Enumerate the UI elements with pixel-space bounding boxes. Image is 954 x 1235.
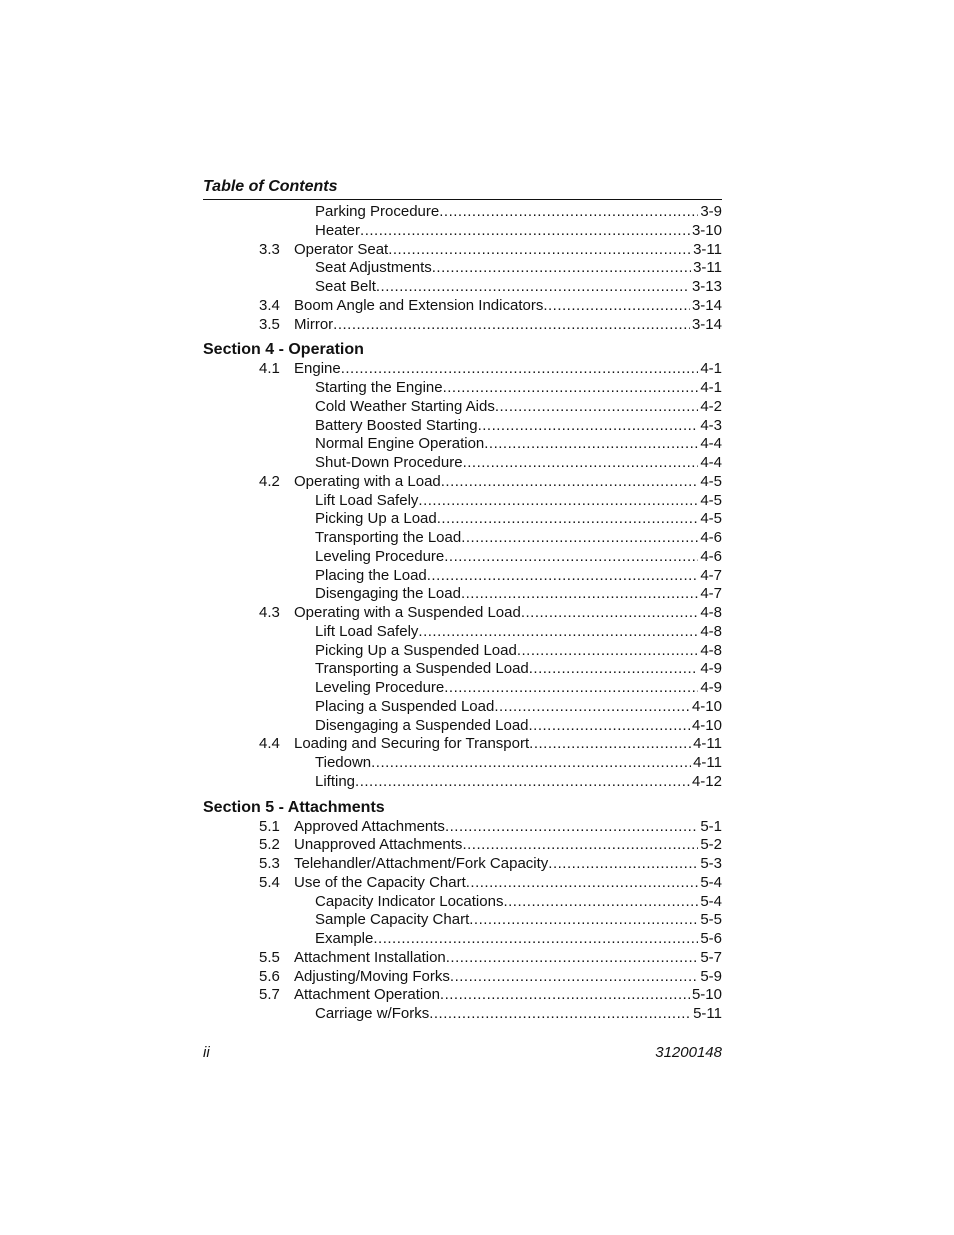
toc-entry[interactable] <box>203 893 722 912</box>
page-number: ii <box>203 1044 210 1061</box>
toc-entry-page: 4-6 <box>700 529 722 546</box>
toc-entry[interactable] <box>203 930 722 949</box>
dot-leader <box>469 911 698 930</box>
toc-entry[interactable] <box>203 259 722 278</box>
toc-entry-page: 4-11 <box>693 735 722 753</box>
toc-entry-number: 5.2 <box>259 836 280 854</box>
toc-entry-title: Heater <box>315 221 361 239</box>
dot-leader <box>529 660 699 679</box>
toc-entry-title: Seat Belt <box>315 278 376 295</box>
toc-entry[interactable] <box>203 642 722 661</box>
toc-entry[interactable] <box>203 855 722 874</box>
toc-entry-title: Normal Engine Operation <box>315 435 485 453</box>
toc-entry-title: Lifting <box>315 772 356 790</box>
toc-entry-page: 4-6 <box>700 547 722 565</box>
dot-leader <box>450 968 698 987</box>
dot-leader <box>427 567 699 586</box>
toc-entry-page: 5-7 <box>700 948 722 966</box>
toc-entry-page: 4-2 <box>700 397 722 415</box>
toc-entry-page: 4-4 <box>700 435 722 453</box>
toc-entry[interactable] <box>203 911 722 930</box>
toc-entry-page: 4-8 <box>700 604 722 621</box>
toc-entry-number: 5.4 <box>259 873 280 891</box>
toc-entry[interactable] <box>203 297 722 316</box>
toc-entry[interactable] <box>203 379 722 398</box>
toc-entry-page: 4-5 <box>700 491 722 509</box>
dot-leader <box>503 893 698 912</box>
dot-leader <box>517 642 699 661</box>
dot-leader <box>376 278 690 297</box>
toc-entry-number: 3.3 <box>259 240 280 258</box>
dot-leader <box>429 1005 691 1024</box>
dot-leader <box>440 986 690 1005</box>
toc-entry-title: Mirror <box>294 315 334 333</box>
toc-entry[interactable] <box>203 203 722 222</box>
toc-entry-page: 4-4 <box>700 454 722 471</box>
toc-entry-title: Placing the Load <box>315 566 427 584</box>
dot-leader <box>333 316 690 335</box>
toc-entry-page: 4-8 <box>700 641 722 659</box>
toc-entry-title: Operator Seat <box>294 240 389 258</box>
toc-entry[interactable] <box>203 567 722 586</box>
dot-leader <box>543 297 690 316</box>
toc-entry-title: Example <box>315 930 374 947</box>
toc-entry-title: Battery Boosted Starting <box>315 416 478 434</box>
toc-entry-page: 5-4 <box>700 892 722 910</box>
toc-entry[interactable] <box>203 222 722 241</box>
toc-list <box>203 203 722 1024</box>
toc-entry-title: Carriage w/Forks <box>315 1005 430 1022</box>
dot-leader <box>432 259 691 278</box>
toc-entry-title: Parking Procedure <box>315 203 440 220</box>
toc-entry-page: 4-5 <box>700 472 722 490</box>
toc-entry-number: 5.5 <box>259 948 280 966</box>
toc-entry-title: Shut-Down Procedure <box>315 454 463 471</box>
toc-entry[interactable] <box>203 360 722 379</box>
dot-leader <box>439 203 698 222</box>
toc-entry-page: 5-10 <box>691 986 722 1004</box>
toc-entry[interactable] <box>203 316 722 335</box>
dot-leader <box>441 473 699 492</box>
toc-entry-page: 3-13 <box>691 278 722 295</box>
toc-entry-title: Unapproved Attachments <box>294 836 463 854</box>
dot-leader <box>463 454 699 473</box>
dot-leader <box>418 492 698 511</box>
toc-entry[interactable] <box>203 735 722 754</box>
toc-entry-number: 3.4 <box>259 296 280 314</box>
toc-entry-number: 3.5 <box>259 315 280 333</box>
toc-entry[interactable] <box>203 874 722 893</box>
toc-entry-title: Disengaging the Load <box>315 585 461 603</box>
dot-leader <box>443 379 699 398</box>
toc-entry-title: Approved Attachments <box>294 817 445 835</box>
toc-entry-title: Adjusting/Moving Forks <box>294 967 450 985</box>
dot-leader <box>529 717 690 736</box>
toc-entry-title: Attachment Installation <box>294 948 446 966</box>
dot-leader <box>360 222 690 241</box>
toc-entry[interactable] <box>203 679 722 698</box>
toc-entry[interactable] <box>203 435 722 454</box>
toc-entry-title: Disengaging a Suspended Load <box>315 716 529 734</box>
toc-entry-page: 3-14 <box>691 315 722 333</box>
dot-leader <box>444 548 698 567</box>
toc-entry-page: 4-1 <box>700 379 722 396</box>
toc-entry-page: 4-7 <box>700 566 722 584</box>
toc-entry[interactable] <box>203 398 722 417</box>
toc-entry-page: 3-9 <box>700 203 722 220</box>
toc-entry-title: Sample Capacity Chart <box>315 911 470 929</box>
document-number: 31200148 <box>655 1044 722 1061</box>
toc-entry-title: Use of the Capacity Chart <box>294 873 466 891</box>
toc-entry-number: 5.6 <box>259 967 280 985</box>
toc-entry[interactable] <box>203 660 722 679</box>
toc-entry-title: Lift Load Safely <box>315 622 419 640</box>
toc-entry-number: 4.4 <box>259 735 280 753</box>
toc-entry[interactable] <box>203 604 722 623</box>
toc-entry-number: 4.2 <box>259 472 280 490</box>
dot-leader <box>461 585 698 604</box>
toc-entry[interactable] <box>203 698 722 717</box>
toc-entry-page: 4-10 <box>691 697 722 715</box>
toc-entry-number: 5.7 <box>259 986 280 1004</box>
toc-entry-title: Starting the Engine <box>315 379 443 396</box>
toc-entry-title: Telehandler/Attachment/Fork Capacity <box>294 855 549 872</box>
toc-entry-page: 3-10 <box>691 221 722 239</box>
toc-entry-title: Transporting a Suspended Load <box>315 660 529 678</box>
toc-entry-page: 4-1 <box>700 360 722 378</box>
dot-leader <box>529 735 691 754</box>
toc-entry[interactable] <box>203 585 722 604</box>
dot-leader <box>388 241 691 260</box>
toc-entry-page: 5-6 <box>700 930 722 947</box>
toc-entry-title: Picking Up a Load <box>315 510 437 528</box>
toc-entry-page: 4-5 <box>700 510 722 528</box>
dot-leader <box>521 604 698 623</box>
toc-entry-page: 4-8 <box>700 622 722 640</box>
toc-entry[interactable] <box>203 454 722 473</box>
dot-leader <box>371 754 691 773</box>
toc-entry[interactable] <box>203 623 722 642</box>
dot-leader <box>355 773 690 792</box>
dot-leader <box>462 836 698 855</box>
toc-entry[interactable] <box>203 818 722 837</box>
toc-entry[interactable] <box>203 968 722 987</box>
toc-entry-number: 4.3 <box>259 604 280 621</box>
toc-entry-page: 3-11 <box>693 259 722 277</box>
toc-entry-page: 5-1 <box>700 817 722 835</box>
dot-leader <box>494 698 690 717</box>
dot-leader <box>418 623 698 642</box>
toc-entry-page: 5-2 <box>700 836 722 854</box>
toc-entry[interactable] <box>203 473 722 492</box>
toc-entry[interactable] <box>203 717 722 736</box>
toc-entry[interactable] <box>203 492 722 511</box>
toc-entry-title: Leveling Procedure <box>315 679 445 696</box>
toc-entry[interactable] <box>203 1005 722 1024</box>
toc-entry[interactable] <box>203 548 722 567</box>
toc-entry[interactable] <box>203 986 722 1005</box>
page-title: Table of Contents <box>203 178 338 195</box>
toc-entry[interactable] <box>203 510 722 529</box>
toc-entry-page: 3-14 <box>691 296 722 314</box>
toc-entry-title: Tiedown <box>315 754 372 771</box>
toc-entry-page: 5-5 <box>700 911 722 929</box>
dot-leader <box>495 398 698 417</box>
toc-entry-title: Transporting the Load <box>315 529 462 546</box>
toc-entry[interactable] <box>203 241 722 260</box>
toc-entry[interactable] <box>203 417 722 436</box>
dot-leader <box>445 818 698 837</box>
toc-entry-title: Operating with a Suspended Load <box>294 604 521 621</box>
header-rule <box>203 199 722 200</box>
toc-entry-page: 4-12 <box>691 772 722 790</box>
toc-entry-title: Engine <box>294 360 341 378</box>
toc-entry-title: Capacity Indicator Locations <box>315 892 504 910</box>
toc-entry-title: Seat Adjustments <box>315 259 432 277</box>
toc-entry-number: 4.1 <box>259 360 280 378</box>
toc-entry-page: 4-3 <box>700 416 722 434</box>
toc-entry[interactable] <box>203 949 722 968</box>
toc-entry-page: 3-11 <box>693 240 722 258</box>
toc-entry-page: 4-9 <box>700 660 722 678</box>
toc-entry[interactable] <box>203 278 722 297</box>
toc-entry-page: 4-9 <box>700 679 722 696</box>
toc-entry[interactable] <box>203 836 722 855</box>
section-heading: Section 4 - Operation <box>203 341 364 359</box>
toc-entry-title: Lift Load Safely <box>315 491 419 509</box>
toc-entry[interactable] <box>203 773 722 792</box>
toc-entry-title: Attachment Operation <box>294 986 440 1004</box>
dot-leader <box>461 529 698 548</box>
toc-entry-page: 5-11 <box>693 1005 722 1022</box>
toc-entry-page: 4-11 <box>693 754 722 771</box>
toc-entry-title: Leveling Procedure <box>315 547 445 565</box>
dot-leader <box>484 435 698 454</box>
toc-entry[interactable] <box>203 754 722 773</box>
toc-entry-page: 4-7 <box>700 585 722 603</box>
toc-entry-title: Loading and Securing for Transport <box>294 735 530 753</box>
dot-leader <box>446 949 699 968</box>
section-heading: Section 5 - Attachments <box>203 798 385 816</box>
dot-leader <box>373 930 698 949</box>
dot-leader <box>437 510 699 529</box>
dot-leader <box>341 360 699 379</box>
toc-page <box>203 177 722 1024</box>
toc-entry-title: Picking Up a Suspended Load <box>315 641 517 659</box>
toc-entry-page: 4-10 <box>691 716 722 734</box>
dot-leader <box>444 679 698 698</box>
toc-entry-page: 5-9 <box>700 967 722 985</box>
toc-entry-title: Cold Weather Starting Aids <box>315 397 495 415</box>
toc-entry-number: 5.1 <box>259 817 280 835</box>
dot-leader <box>548 855 698 874</box>
toc-entry-page: 5-3 <box>700 855 722 872</box>
toc-entry-title: Operating with a Load <box>294 472 441 490</box>
dot-leader <box>466 874 699 893</box>
toc-entry-title: Placing a Suspended Load <box>315 697 495 715</box>
toc-entry-number: 5.3 <box>259 855 280 872</box>
dot-leader <box>478 417 699 436</box>
toc-entry[interactable] <box>203 529 722 548</box>
toc-entry-page: 5-4 <box>700 873 722 891</box>
toc-entry-title: Boom Angle and Extension Indicators <box>294 296 544 314</box>
